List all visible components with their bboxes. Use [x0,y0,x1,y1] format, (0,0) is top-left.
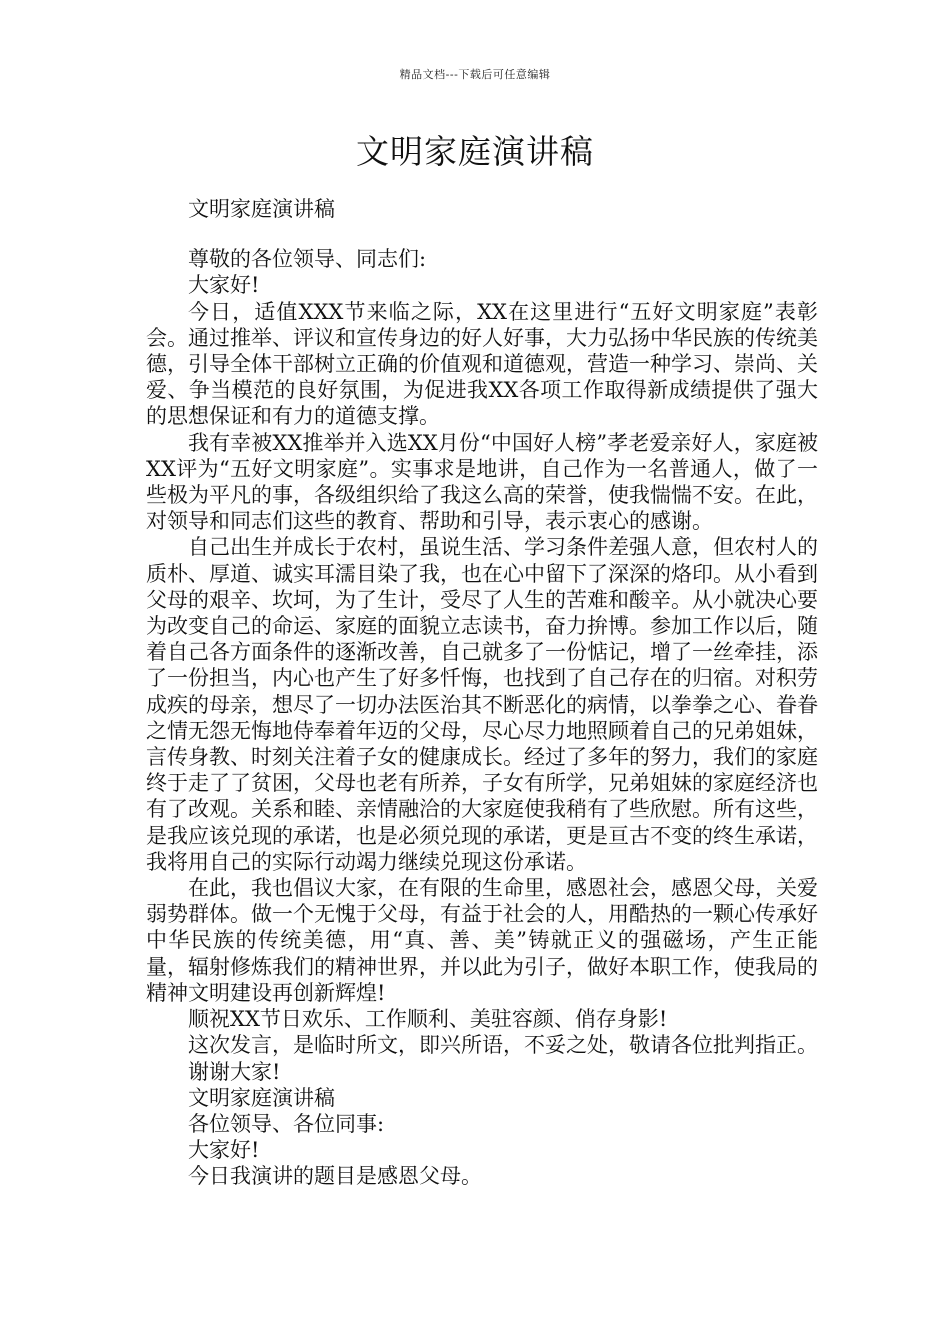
document-body [146,196,818,1190]
greeting-paragraph: 大家好! [188,273,260,298]
wishes-paragraph: 顺祝XX节日欢乐、工作顺利、美驻容颜、俏存身影! [188,1007,668,1032]
thanks-paragraph: 谢谢大家! [188,1059,281,1084]
salutation-paragraph: 尊敬的各位领导、同志们: [188,247,427,272]
body-paragraph: 在此，我也倡议大家，在有限的生命里，感恩社会，感恩父母，关爱弱势群体。做一个无愧于父母，有益于社会的人，用酷热的一颗心传承好中华民族的传统美德，用“真、善、美”铸就正义的强磁场，产生正能量，辐射修炼我们的精神世界，并以此为引子，做好本职工作，使我局的精神文明建设再创新辉煌! [146,876,818,1005]
subtitle-paragraph: 文明家庭演讲稿 [188,197,335,221]
body-paragraph: 我有幸被XX推举并入选XX月份“中国好人榜”孝老爱亲好人，家庭被XX评为“五好文明家庭”。实事求是地讲，自己作为一名普通人，做了一些极为平凡的事，各级组织给了我这么高的荣誉，使我惴惴不安。在此，对领导和同志们这些的教育、帮助和引导，表示衷心的感谢。 [146,430,818,534]
body-paragraph: 今日，适值XXX节来临之际，XX在这里进行“五好文明家庭”表彰会。通过推举、评议和宣传身边的好人好事，大力弘扬中华民族的传统美德，引导全体干部树立正确的价值观和道德观，营造一种学习、崇尚、关爱、争当模范的良好氛围，为促进我XX各项工作取得新成绩提供了强大的思想保证和有力的道德支撑。 [146,299,818,429]
second-salutation-paragraph: 各位领导、各位同事: [188,1111,385,1136]
document-title: 文明家庭演讲稿 [356,132,594,171]
second-speech-title: 文明家庭演讲稿 [188,1085,335,1110]
page-header: 精品文档---下载后可任意编辑 [399,68,551,81]
topic-paragraph: 今日我演讲的题目是感恩父母。 [188,1164,482,1189]
second-greeting-paragraph: 大家好! [188,1138,260,1163]
body-paragraph: 自己出生并成长于农村，虽说生活、学习条件差强人意，但农村人的质朴、厚道、诚实耳濡目染了我，也在心中留下了深深的烙印。从小看到父母的艰辛、坎坷，为了生计，受尽了人生的苦难和酸辛。从小就决心要为改变自己的命运、家庭的面貌立志读书，奋力拚博。参加工作以后，随着自己各方面条件的逐渐改善，自己就多了一份惦记，增了一丝牵挂，添了一份担当，内心也产生了好多忏悔，也找到了自己存在的归宿。对积劳成疾的母亲，想尽了一切办法医治其不断恶化的病情，以拳拳之心、眷眷之情无怨无悔地侍奉着年迈的父母，尽心尽力地照顾着自己的兄弟姐妹，言传身教、时刻关注着子女的健康成长。经过了多年的努力，我们的家庭终于走了了贫困，父母也老有所养，子女有所学，兄弟姐妹的家庭经济也有了改观。关系和睦、亲情融洽的大家庭使我稍有了些欣慰。所有这些，是我应该兑现的承诺，也是必须兑现的承诺，更是亘古不变的终生承诺，我将用自己的实际行动竭力继续兑现这份承诺。 [146,535,818,874]
closing-paragraph: 这次发言，是临时所文，即兴所语，不妥之处，敬请各位批判指正。 [188,1033,818,1058]
